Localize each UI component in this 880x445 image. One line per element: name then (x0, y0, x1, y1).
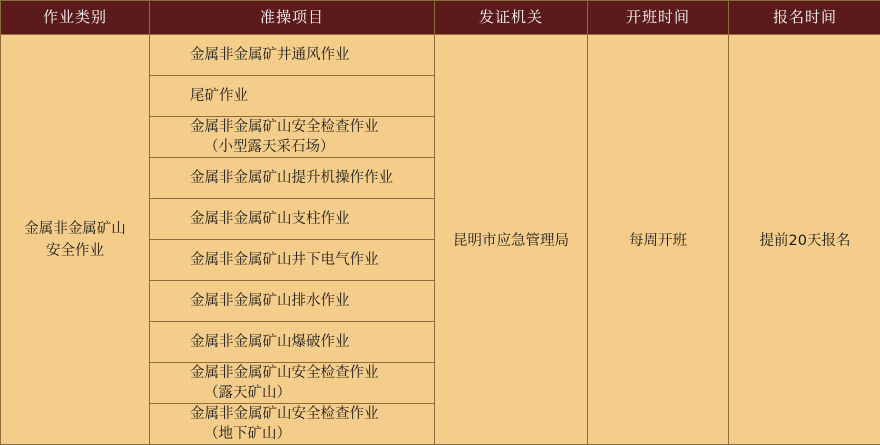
item-line-2: （露天矿山） (204, 385, 291, 401)
list-item (150, 240, 434, 281)
cell-class-time: 每周开班 (588, 35, 729, 445)
item-cell (150, 117, 434, 158)
item-line-1: 金属非金属矿山爆破作业 (190, 334, 350, 350)
list-item (150, 281, 434, 322)
item-cell (150, 158, 434, 199)
items-list (150, 35, 434, 444)
item-cell (150, 240, 434, 281)
cell-signup-time: 提前20天报名 (729, 35, 880, 445)
item-cell (150, 199, 434, 240)
cell-issuer: 昆明市应急管理局 (435, 35, 588, 445)
list-item (150, 35, 434, 76)
item-line-1: 金属非金属矿山安全检查作业 (190, 406, 379, 422)
cell-items (150, 35, 435, 445)
item-line-1: 尾矿作业 (190, 88, 248, 104)
list-item (150, 158, 434, 199)
table-row (1, 35, 880, 445)
list-item (150, 76, 434, 117)
header-cell-signup-time: 报名时间 (729, 1, 880, 35)
table-header (1, 1, 880, 35)
item-cell (150, 404, 434, 445)
item-line-1: 金属非金属矿山支柱作业 (190, 211, 350, 227)
item-cell (150, 322, 434, 363)
table-header-row (1, 1, 880, 35)
item-line-1: 金属非金属矿山排水作业 (190, 293, 350, 309)
item-line-2: （地下矿山） (204, 426, 291, 442)
item-line-1: 金属非金属矿山提升机操作作业 (190, 170, 393, 186)
list-item (150, 363, 434, 404)
item-cell (150, 35, 434, 76)
item-cell (150, 363, 434, 404)
item-line-2: （小型露天采石场） (204, 139, 335, 155)
cell-category (1, 35, 150, 445)
list-item (150, 199, 434, 240)
item-cell (150, 76, 434, 117)
item-line-1: 金属非金属矿山安全检查作业 (190, 365, 379, 381)
header-cell-issuer: 发证机关 (435, 1, 588, 35)
item-cell (150, 281, 434, 322)
table-body (1, 35, 880, 445)
category-line-1: 金属非金属矿山 (24, 220, 126, 237)
list-item (150, 322, 434, 363)
header-cell-class-time: 开班时间 (588, 1, 729, 35)
list-item (150, 404, 434, 445)
list-item (150, 117, 434, 158)
category-line-2: 安全作业 (46, 242, 104, 259)
item-line-1: 金属非金属矿井通风作业 (190, 47, 350, 63)
header-cell-items: 准操项目 (150, 1, 435, 35)
header-cell-category: 作业类别 (1, 1, 150, 35)
item-line-1: 金属非金属矿山安全检查作业 (190, 119, 379, 135)
item-line-1: 金属非金属矿山井下电气作业 (190, 252, 379, 268)
